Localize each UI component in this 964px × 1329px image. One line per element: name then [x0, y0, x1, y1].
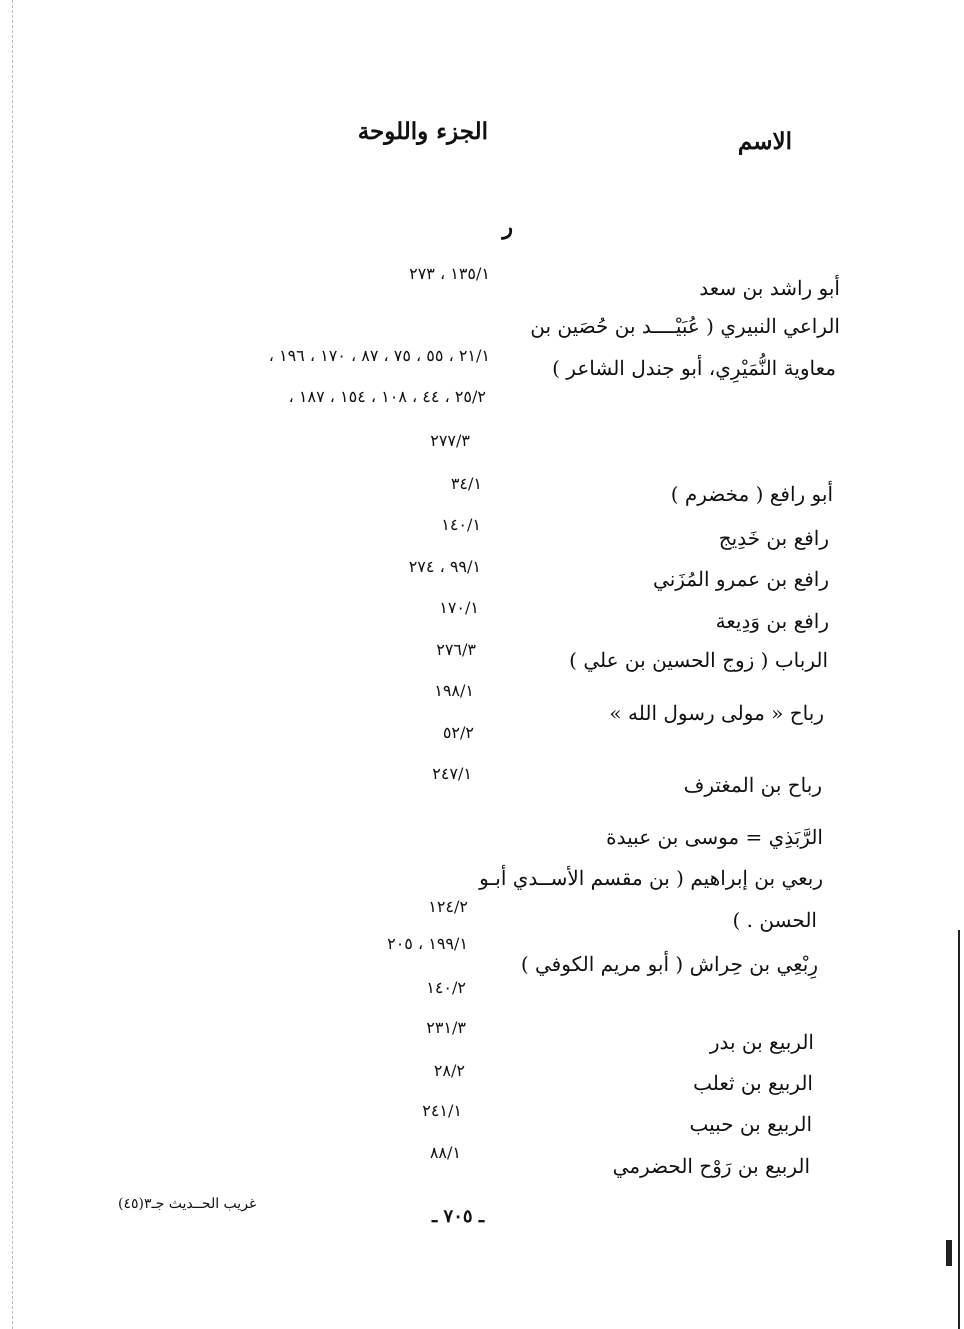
index-name: رافع بن وَدِيعة [715, 609, 829, 633]
index-name: الربيع بن رَوْح الحضرمي [612, 1154, 810, 1178]
index-name: معاوية النُّمَيْرِي، أبو جندل الشاعر ) [552, 356, 836, 380]
margin-guide-line [12, 0, 13, 1329]
index-name: الرَّبَذِي = موسى بن عبيدة [606, 825, 823, 849]
volume-reference: ٢٧٦/٣ [436, 640, 476, 659]
page-edge-line [958, 930, 960, 1329]
volume-reference: ١٤٠/١ [441, 515, 481, 534]
footer-source: غريب الحــديث جـ٣(٤٥) [118, 1196, 257, 1212]
volume-reference: ٢٤١/١ [422, 1101, 462, 1120]
index-name: رباح « مولى رسول الله » [609, 701, 824, 725]
volume-reference: ٢١/١ ، ٥٥ ، ٧٥ ، ٨٧ ، ١٧٠ ، ١٩٦ ، [268, 346, 490, 365]
volume-reference: ٣٤/١ [450, 474, 482, 493]
index-name: الراعي النبيري ( عُبَيْــــد بن حُصَين بن [530, 314, 840, 338]
index-name: أبو راشد بن سعد [699, 276, 840, 300]
volume-reference: ٥٢/٢ [442, 723, 474, 742]
volume-reference: ١٤٠/٢ [426, 978, 466, 997]
volume-reference: ٨٨/١ [429, 1143, 461, 1162]
section-letter: ر [502, 214, 513, 240]
index-name: رباح بن المغترف [683, 773, 822, 797]
volume-reference: ٩٩/١ ، ٢٧٤ [408, 557, 481, 576]
volume-reference: ٢٤٧/١ [432, 764, 472, 783]
index-name: الربيع بن بدر [709, 1030, 814, 1054]
index-name: الربيع بن ثعلب [693, 1071, 813, 1095]
volume-reference: ١٩٨/١ [434, 681, 474, 700]
index-name: رافع بن عمرو المُزَني [653, 567, 829, 591]
volume-reference: ٢٧٧/٣ [430, 431, 470, 450]
volume-reference: ١٩٩/١ ، ٢٠٥ [387, 934, 468, 953]
index-name: رافع بن خَدِيج [718, 526, 829, 550]
index-name: الرباب ( زوج الحسين بن علي ) [569, 648, 828, 672]
page-edge-mark [946, 1240, 952, 1266]
volume-reference: ١٣٥/١ ، ٢٧٣ [409, 264, 490, 283]
index-name: الربيع بن حبيب [689, 1112, 812, 1136]
volume-reference: ٢٥/٢ ، ٤٤ ، ١٠٨ ، ١٥٤ ، ١٨٧ ، [288, 387, 486, 406]
volume-reference: ١٢٤/٢ [428, 897, 468, 916]
page-number: ـ ٧٠٥ ـ [432, 1206, 485, 1227]
column-header-name: الاسم [737, 128, 792, 155]
volume-reference: ٢٨/٢ [433, 1061, 465, 1080]
column-header-volume: الجزء واللوحة [357, 118, 488, 145]
volume-reference: ١٧٠/١ [439, 598, 479, 617]
index-name: ربعي بن إبراهيم ( بن مقسم الأســدي أبـو [479, 866, 823, 890]
index-name: أبو رافع ( مخضرم ) [670, 482, 833, 506]
index-name: رِبْعِي بن حِراش ( أبو مريم الكوفي ) [520, 952, 818, 976]
index-name: الحسن . ) [732, 908, 817, 932]
volume-reference: ٢٣١/٣ [426, 1018, 466, 1037]
